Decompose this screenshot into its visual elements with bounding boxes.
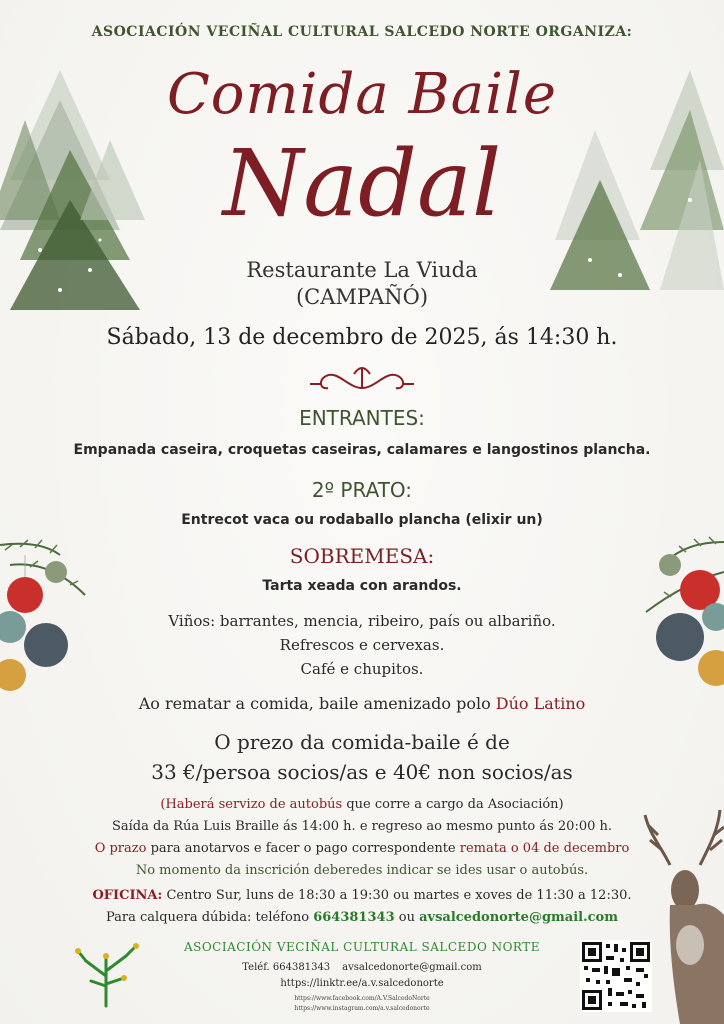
dessert-heading: SOBREMESA: xyxy=(289,544,435,568)
office-label: OFICINA: xyxy=(92,888,163,903)
deadline-info xyxy=(0,841,724,856)
venue-place: (CAMPAÑÓ) xyxy=(295,285,429,309)
footer-facebook-link[interactable]: https://www.facebook.com/A.V.SalcedoNorte xyxy=(294,995,430,1002)
second-course-heading: 2º PRATO: xyxy=(311,478,413,502)
dance-info-text: Ao rematar a comida, baile amenizado polo xyxy=(138,694,496,713)
entrantes-text: Empanada caseira, croquetas caseiras, calamares e langostinos plancha. xyxy=(73,442,651,458)
deadline-mid: para anotarvos e facer o pago correspondente xyxy=(146,841,460,856)
soft-drinks-text: Refrescos e cervexas. xyxy=(279,636,445,654)
office-info xyxy=(0,888,724,903)
price-line2: 33 €/persoa socios/as e 40€ non socios/as xyxy=(151,760,573,784)
event-title-line2: Nadal xyxy=(222,130,502,237)
price-line1: O prezo da comida-baile é de xyxy=(214,730,510,754)
contact-email[interactable]: avsalcedonorte@gmail.com xyxy=(419,910,618,925)
deadline-date: remata o 04 de decembro xyxy=(459,841,630,856)
bus-inscription-note: No momento da inscrición deberedes indicar se ides usar o autobús. xyxy=(135,863,589,878)
footer-instagram-link[interactable]: https://www.instagram.com/a.v.salcedonorte xyxy=(294,1005,430,1012)
office-hours: Centro Sur, luns de 18:30 a 19:30 ou martes e xoves de 11:30 a 12:30. xyxy=(162,888,632,903)
venue-name: Restaurante La Viuda xyxy=(246,258,478,282)
contact-info xyxy=(0,910,724,925)
band-name: Dúo Latino xyxy=(495,694,586,713)
contact-text: Para calquera dúbida: teléfono xyxy=(106,910,314,925)
flourish-ornament-icon xyxy=(308,360,416,396)
event-date: Sábado, 13 de decembro de 2025, ás 14:30 h. xyxy=(106,325,618,350)
footer-email[interactable]: avsalcedonorte@gmail.com xyxy=(342,962,482,973)
footer-linktree[interactable]: https://linktr.ee/a.v.salcedonorte xyxy=(280,978,444,989)
bus-highlight: Haberá servizo de autobús xyxy=(165,797,343,812)
bus-info-line1 xyxy=(0,797,724,812)
organizer-heading: ASOCIACIÓN VECIÑAL CULTURAL SALCEDO NORTE ORGANIZA: xyxy=(91,24,633,40)
contact-or: ou xyxy=(394,910,420,925)
deadline-highlight: O prazo xyxy=(94,841,147,856)
dance-info xyxy=(0,694,724,713)
bus-open-paren: ( xyxy=(160,797,166,812)
wines-text: Viños: barrantes, mencia, ribeiro, país ou albariño. xyxy=(168,612,556,630)
qr-code-icon[interactable] xyxy=(580,940,652,1012)
bus-rest: que corre a cargo da Asociación) xyxy=(342,797,564,812)
bus-info-line2: Saída da Rúa Luis Braille ás 14:00 h. e regreso ao mesmo punto ás 20:00 h. xyxy=(111,819,613,834)
footer-organization: ASOCIACIÓN VECIÑAL CULTURAL SALCEDO NORTE xyxy=(183,940,541,954)
coffee-text: Café e chupitos. xyxy=(300,660,424,678)
entrantes-heading: ENTRANTES: xyxy=(299,406,425,430)
footer-phone: Teléf. 664381343 xyxy=(242,962,331,973)
contact-phone[interactable]: 664381343 xyxy=(313,910,395,925)
dessert-text: Tarta xeada con arandos. xyxy=(262,578,462,594)
event-title-line1: Comida Baile xyxy=(166,62,558,127)
second-course-text: Entrecot vaca ou rodaballo plancha (elixir un) xyxy=(181,512,543,528)
